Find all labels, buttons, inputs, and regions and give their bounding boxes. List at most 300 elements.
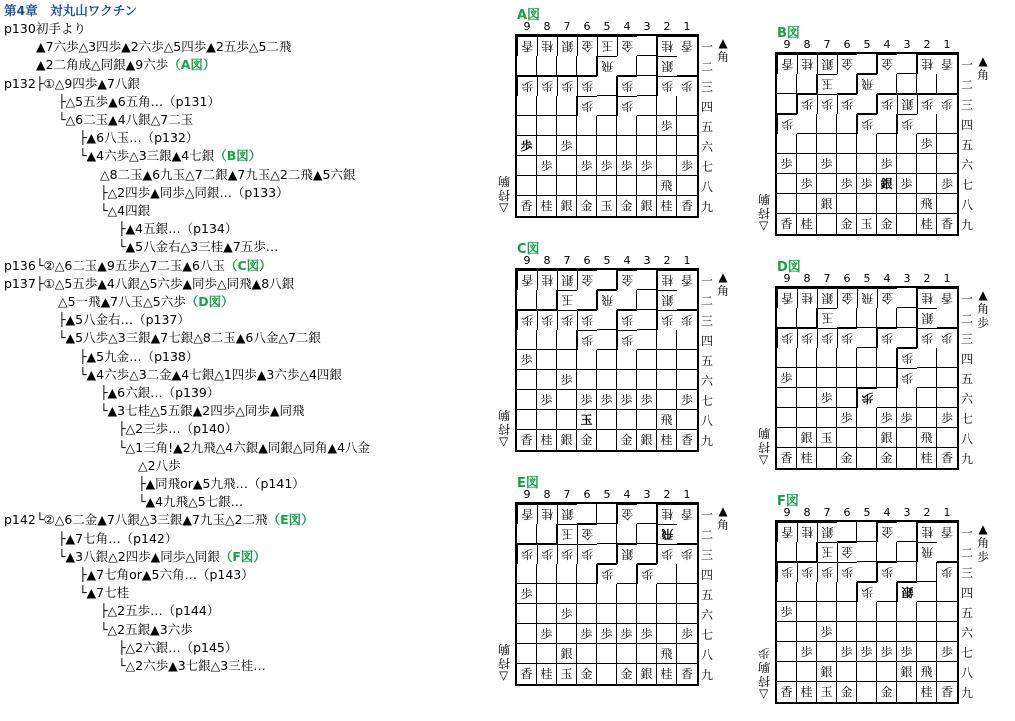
board-square xyxy=(537,56,557,76)
move-sequence: └△4四銀 xyxy=(100,203,151,218)
board-piece: 桂 xyxy=(657,270,677,290)
board-square xyxy=(557,156,577,176)
board-square xyxy=(857,328,877,348)
board-square xyxy=(937,368,957,388)
board-piece: 歩 xyxy=(917,94,937,114)
hand-piece: 駒 xyxy=(757,192,770,206)
board-square xyxy=(817,602,837,622)
move-sequence: └▲4九飛△5七銀… xyxy=(138,494,244,510)
board-square xyxy=(937,662,957,682)
board-piece: 歩 xyxy=(577,544,597,564)
board-square xyxy=(577,564,597,584)
diagram-label-ref: （D図） xyxy=(185,294,234,309)
board-square xyxy=(777,308,797,328)
board-piece: 歩 xyxy=(817,328,837,348)
board-piece: 歩 xyxy=(557,370,577,390)
board-square xyxy=(657,624,677,644)
board-piece: 桂 xyxy=(797,682,817,702)
board-square xyxy=(837,348,857,368)
board-square xyxy=(837,388,857,408)
rank-number: 三 xyxy=(700,314,713,328)
board-square xyxy=(917,622,937,642)
tree-line xyxy=(138,457,181,474)
board-piece: 桂 xyxy=(797,522,817,542)
board-square xyxy=(517,624,537,644)
board-square xyxy=(817,582,837,602)
tree-line xyxy=(118,220,237,237)
file-number: 7 xyxy=(563,254,571,267)
rank-number: 一 xyxy=(960,526,973,540)
board-piece: 香 xyxy=(777,288,797,308)
move-sequence: ├△2五歩…（p144） xyxy=(100,603,220,619)
board-square xyxy=(777,642,797,662)
file-number: 6 xyxy=(583,488,591,501)
board-square xyxy=(517,330,537,350)
rank-number: 二 xyxy=(700,60,713,74)
board-piece: 歩 xyxy=(537,310,557,330)
move-sequence: └▲5八金右△3三桂▲7五歩… xyxy=(118,239,279,255)
move-sequence: └▲3八銀△2四歩▲同歩△同銀 xyxy=(58,548,220,564)
tree-line xyxy=(58,93,220,110)
board-square xyxy=(657,390,677,410)
tree-line xyxy=(118,439,370,456)
board-piece: 歩 xyxy=(837,562,857,582)
board-piece: 桂 xyxy=(917,288,937,308)
move-sequence: ├△2四歩▲同歩△同銀…（p133） xyxy=(100,184,289,200)
board-piece: 金 xyxy=(617,196,637,216)
tree-line xyxy=(58,111,193,128)
diagram-label-ref: （B図） xyxy=(214,148,262,164)
board-piece: 桂 xyxy=(537,664,557,684)
board-square xyxy=(637,56,657,76)
board-square xyxy=(677,370,697,390)
board-square xyxy=(677,330,697,350)
board-square xyxy=(577,176,597,196)
file-number: 4 xyxy=(623,488,631,501)
board-square xyxy=(597,310,617,330)
file-number: 7 xyxy=(563,20,571,33)
rank-number: 四 xyxy=(700,334,713,348)
board-square xyxy=(557,96,577,116)
board-square xyxy=(677,56,697,76)
board-piece: 歩 xyxy=(617,624,637,644)
board-piece: 金 xyxy=(877,54,897,74)
board-piece: 歩 xyxy=(637,156,657,176)
board-piece: 歩 xyxy=(817,562,837,582)
board-square xyxy=(937,154,957,174)
board-square xyxy=(797,114,817,134)
board-square xyxy=(597,116,617,136)
board-piece: 歩 xyxy=(677,310,697,330)
board-square xyxy=(817,448,837,468)
hand-piece: 駒 xyxy=(497,642,510,656)
file-number: 7 xyxy=(823,272,831,285)
tree-line xyxy=(58,293,234,310)
board-square xyxy=(597,584,617,604)
board-piece: 金 xyxy=(577,270,597,290)
board-square xyxy=(937,194,957,214)
board-square xyxy=(617,604,637,624)
rank-number: 四 xyxy=(700,100,713,114)
file-number: 9 xyxy=(783,38,791,51)
board-square xyxy=(597,96,617,116)
board-square xyxy=(677,644,697,664)
move-sequence: └②△6二玉▲9五歩△7二玉▲6八玉 xyxy=(36,257,225,273)
board-square xyxy=(797,348,817,368)
board-square xyxy=(517,56,537,76)
board-piece: 金 xyxy=(577,430,597,450)
board-piece: 香 xyxy=(677,270,697,290)
board-piece: 桂 xyxy=(657,664,677,684)
board-piece: 桂 xyxy=(917,448,937,468)
variation-tree xyxy=(0,0,500,721)
board-piece: 歩 xyxy=(917,134,937,154)
file-number: 7 xyxy=(823,38,831,51)
board-square xyxy=(857,542,877,562)
board-square xyxy=(797,74,817,94)
board-square xyxy=(837,602,857,622)
rank-number: 一 xyxy=(700,274,713,288)
board-piece: 香 xyxy=(517,270,537,290)
move-sequence: ├▲7七角…（p142） xyxy=(58,530,178,546)
rank-number: 二 xyxy=(700,294,713,308)
rank-number: 二 xyxy=(700,528,713,542)
board-piece: 歩 xyxy=(897,174,917,194)
board-piece: 金 xyxy=(837,448,857,468)
rank-number: 七 xyxy=(700,628,713,642)
board-square xyxy=(617,564,637,584)
board-square xyxy=(837,194,857,214)
board-piece: 銀 xyxy=(637,196,657,216)
board-square xyxy=(637,290,657,310)
board-square xyxy=(877,368,897,388)
board-piece: 銀 xyxy=(557,36,577,56)
file-number: 9 xyxy=(783,272,791,285)
board-square xyxy=(917,348,937,368)
file-number: 3 xyxy=(643,254,651,267)
board-square xyxy=(937,114,957,134)
board-piece: 香 xyxy=(517,664,537,684)
board-piece: 歩 xyxy=(557,136,577,156)
board-square xyxy=(517,410,537,430)
board-piece: 銀 xyxy=(917,308,937,328)
board-piece: 歩 xyxy=(597,564,617,584)
board-square xyxy=(557,116,577,136)
board-square xyxy=(637,96,657,116)
board-piece: 金 xyxy=(877,288,897,308)
board-square xyxy=(557,176,577,196)
board-piece: 銀 xyxy=(817,522,837,542)
board-square xyxy=(897,194,917,214)
board-square xyxy=(677,136,697,156)
board-piece: 桂 xyxy=(797,448,817,468)
file-number: 6 xyxy=(583,254,591,267)
board-square xyxy=(637,176,657,196)
board-square xyxy=(797,408,817,428)
board-square xyxy=(797,368,817,388)
board-piece: 玉 xyxy=(557,290,577,310)
board-piece: 歩 xyxy=(937,408,957,428)
board-piece: 玉 xyxy=(857,214,877,234)
board-square xyxy=(917,408,937,428)
tree-line xyxy=(79,147,261,164)
board-piece: 歩 xyxy=(537,390,557,410)
hand-piece: 駒 xyxy=(497,174,510,188)
file-number: 1 xyxy=(943,506,951,519)
hand-piece: 持 xyxy=(497,656,510,670)
board-square xyxy=(917,642,937,662)
board-piece: 飛 xyxy=(657,524,677,544)
board-square xyxy=(597,604,617,624)
board-piece: 歩 xyxy=(577,390,597,410)
file-number: 8 xyxy=(803,506,811,519)
board-square xyxy=(677,410,697,430)
board-square xyxy=(777,622,797,642)
rank-number: 四 xyxy=(960,586,973,600)
board-square xyxy=(637,584,657,604)
board-piece: 飛 xyxy=(917,662,937,682)
tree-line xyxy=(36,56,215,73)
hand-piece: △ xyxy=(499,670,509,684)
board-piece: 歩 xyxy=(777,368,797,388)
move-sequence: ├△2六銀…（p145） xyxy=(118,639,238,655)
board-piece: 歩 xyxy=(937,328,957,348)
tree-line xyxy=(79,129,198,146)
board-piece: 桂 xyxy=(797,214,817,234)
board-square xyxy=(857,308,877,328)
rank-number: 八 xyxy=(960,666,973,680)
board-piece: 歩 xyxy=(897,114,917,134)
board-piece: 歩 xyxy=(897,408,917,428)
board-piece: 歩 xyxy=(617,76,637,96)
rank-number: 四 xyxy=(960,352,973,366)
file-number: 1 xyxy=(943,38,951,51)
hand-piece: ▲ xyxy=(718,504,728,518)
board-square xyxy=(637,136,657,156)
rank-number: 八 xyxy=(700,414,713,428)
board-square xyxy=(637,644,657,664)
board-square xyxy=(777,94,797,114)
board-square xyxy=(777,388,797,408)
tree-line xyxy=(36,20,86,37)
board-piece: 銀 xyxy=(657,290,677,310)
sente-hand xyxy=(976,288,990,330)
diagram-title: B図 xyxy=(777,26,800,41)
board-piece: 銀 xyxy=(897,94,917,114)
tree-line xyxy=(79,584,129,601)
shogi-board xyxy=(515,268,699,452)
board-piece: 金 xyxy=(617,270,637,290)
board-square xyxy=(777,174,797,194)
board-square xyxy=(857,622,877,642)
board-piece: 香 xyxy=(677,36,697,56)
hand-piece: 角 xyxy=(716,284,729,298)
board-piece: 香 xyxy=(777,448,797,468)
shogi-board xyxy=(775,286,959,470)
board-square xyxy=(837,622,857,642)
board-square xyxy=(857,154,877,174)
board-square xyxy=(637,544,657,564)
board-piece: 歩 xyxy=(857,174,877,194)
diagram-label-ref: （F図） xyxy=(219,548,266,564)
move-sequence: △2八歩 xyxy=(138,457,181,473)
board-square xyxy=(557,624,577,644)
board-piece: 銀 xyxy=(817,194,837,214)
board-piece: 金 xyxy=(837,288,857,308)
hand-piece: 角 xyxy=(976,302,989,316)
board-square xyxy=(597,430,617,450)
rank-number: 四 xyxy=(960,118,973,132)
rank-number: 五 xyxy=(700,354,713,368)
board-square xyxy=(537,410,557,430)
board-piece: 飛 xyxy=(657,644,677,664)
tree-line xyxy=(100,384,219,401)
hand-piece: ▲ xyxy=(718,270,728,284)
board-square xyxy=(837,522,857,542)
board-square xyxy=(917,114,937,134)
rank-number: 九 xyxy=(700,434,713,448)
board-piece: 香 xyxy=(777,214,797,234)
board-piece: 飛 xyxy=(857,74,877,94)
board-piece: 桂 xyxy=(917,522,937,542)
tree-line xyxy=(100,602,219,619)
board-square xyxy=(537,524,557,544)
move-sequence: └△2五銀▲3六歩 xyxy=(100,621,193,637)
board-square xyxy=(857,662,877,682)
board-square xyxy=(937,602,957,622)
board-square xyxy=(937,308,957,328)
file-number: 5 xyxy=(863,272,871,285)
board-piece: 飛 xyxy=(657,410,677,430)
board-piece: 桂 xyxy=(657,430,677,450)
board-piece: 銀 xyxy=(797,428,817,448)
board-square xyxy=(837,154,857,174)
file-number: 6 xyxy=(843,506,851,519)
board-square xyxy=(517,390,537,410)
board-square xyxy=(897,134,917,154)
board-piece: 香 xyxy=(777,522,797,542)
board-square xyxy=(937,74,957,94)
tree-line xyxy=(36,275,294,292)
board-square xyxy=(777,428,797,448)
board-square xyxy=(537,644,557,664)
move-sequence: └▲4六歩△3二金▲4七銀△1四歩▲3六歩△4四銀 xyxy=(79,366,342,382)
file-number: 7 xyxy=(563,488,571,501)
board-square xyxy=(537,136,557,156)
board-square xyxy=(677,524,697,544)
diagram-title: E図 xyxy=(517,476,539,491)
board-square xyxy=(917,388,937,408)
board-square xyxy=(517,564,537,584)
board-square xyxy=(837,134,857,154)
board-piece: 金 xyxy=(577,196,597,216)
board-piece: 銀 xyxy=(897,582,917,602)
board-square xyxy=(797,542,817,562)
board-square xyxy=(837,114,857,134)
board-square xyxy=(597,644,617,664)
board-square xyxy=(517,290,537,310)
gote-hand xyxy=(757,192,771,234)
board-square xyxy=(577,350,597,370)
board-square xyxy=(637,370,657,390)
board-piece: 歩 xyxy=(817,94,837,114)
tree-line xyxy=(36,511,314,528)
hand-piece: △ xyxy=(759,220,769,234)
rank-number: 九 xyxy=(960,218,973,232)
board-square xyxy=(817,114,837,134)
file-number: 4 xyxy=(883,506,891,519)
board-piece: 歩 xyxy=(577,330,597,350)
board-square xyxy=(677,604,697,624)
move-sequence: △8二玉▲6九玉△7二銀▲7九玉△2二飛▲5六銀 xyxy=(100,166,356,182)
board-piece: 金 xyxy=(577,664,597,684)
board-piece: 香 xyxy=(777,682,797,702)
hand-piece: △ xyxy=(499,202,509,216)
tree-line xyxy=(36,75,140,92)
move-sequence: ├▲7七角or▲5六角…（p143） xyxy=(79,567,254,582)
rank-number: 八 xyxy=(700,180,713,194)
hand-piece: 駒 xyxy=(757,426,770,440)
move-sequence: ├▲同飛or▲5九飛…（p141） xyxy=(138,476,305,491)
tree-line xyxy=(118,639,237,656)
board-square xyxy=(657,564,677,584)
board-square xyxy=(517,604,537,624)
board-piece: 香 xyxy=(937,288,957,308)
board-square xyxy=(857,94,877,114)
board-piece: 玉 xyxy=(597,196,617,216)
board-square xyxy=(677,290,697,310)
file-number: 8 xyxy=(543,20,551,33)
file-number: 4 xyxy=(623,20,631,33)
board-square xyxy=(777,74,797,94)
board-piece: 歩 xyxy=(517,76,537,96)
board-piece: 歩 xyxy=(597,156,617,176)
board-square xyxy=(897,54,917,74)
board-piece: 歩 xyxy=(817,388,837,408)
board-square xyxy=(657,136,677,156)
gote-hand xyxy=(497,642,511,684)
board-piece: 歩 xyxy=(657,76,677,96)
board-piece: 歩 xyxy=(677,390,697,410)
file-number: 4 xyxy=(883,272,891,285)
tree-line xyxy=(58,548,266,565)
board-square xyxy=(857,602,877,622)
board-piece: 香 xyxy=(940,217,953,231)
board-piece: 桂 xyxy=(537,196,557,216)
rank-number: 一 xyxy=(700,508,713,522)
move-sequence: └▲3七桂△5五銀▲2四歩△同歩▲同飛 xyxy=(100,403,305,419)
rank-number: 八 xyxy=(700,648,713,662)
board-square xyxy=(857,348,877,368)
hand-piece: △ xyxy=(759,688,769,702)
board-square xyxy=(597,664,617,684)
board-square xyxy=(557,390,577,410)
rank-number: 三 xyxy=(700,548,713,562)
board-square xyxy=(637,350,657,370)
rank-number: 四 xyxy=(700,568,713,582)
board-piece: 銀 xyxy=(557,196,577,216)
board-square xyxy=(557,564,577,584)
move-sequence: └②△6二金▲7八銀△3三銀▲7九玉△2二飛 xyxy=(36,512,268,528)
sente-hand xyxy=(976,522,990,564)
board-square xyxy=(577,136,597,156)
board-piece: 歩 xyxy=(877,562,897,582)
board-square xyxy=(857,562,877,582)
file-number: 5 xyxy=(863,506,871,519)
board-piece: 桂 xyxy=(537,430,557,450)
move-sequence: ├▲5九金…（p138） xyxy=(79,348,199,364)
rank-number: 六 xyxy=(960,626,973,640)
